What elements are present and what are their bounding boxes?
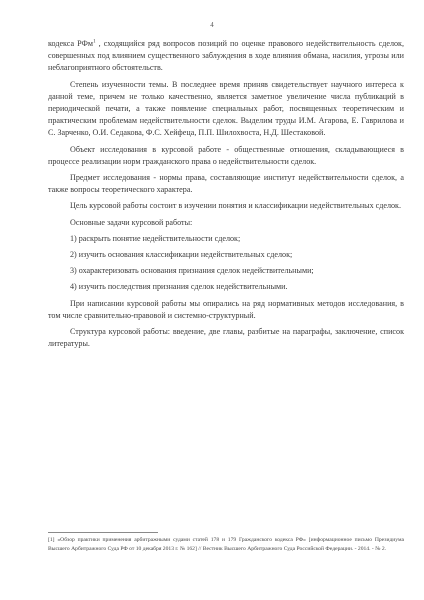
paragraph: Структура курсовой работы: введение, две главы, разбитые на параграфы, заключение, список литературы.: [48, 327, 404, 349]
footnote-divider: [48, 532, 158, 533]
paragraph: Объект исследования в курсовой работе - общественные отношения, складывающиеся в процессе реализации норм гражданского права о недействительности сделок.: [48, 144, 404, 166]
footnote-marker[interactable]: 1: [93, 39, 96, 45]
footnote: [48, 536, 404, 553]
list-item: 1) раскрыть понятие недействительности сделок;: [70, 233, 241, 243]
paragraph: кодекса РФм$^1$ , сходящийся ряд вопросов позиций по оценке правового недействительность сделок, совершенных под влиянием существенного заблуждения в ходе влияния обмана, насилия, угрозы или неблагоприятного обстоятельств.: [48, 39, 404, 73]
paragraph: Основные задачи курсовой работы:: [70, 217, 193, 227]
list-item: 2) изучить основания классификации недействительных сделок;: [70, 250, 293, 260]
paragraph: При написании курсовой работы мы опирались на ряд нормативных методов исследования, в том числе сравнительно-правовой и системно-структурный.: [48, 298, 404, 320]
paragraph: Предмет исследования - нормы права, составляющие институт недействительности сделок, а также вопросы теоретического характера.: [48, 173, 404, 195]
body-text: [48, 38, 404, 354]
paragraph: Цель курсовой работы состоит в изучении понятия и классификации недействительных сделок.: [70, 201, 402, 211]
footnote-text: [1] «Обзор практики применения арбитражными судами статей 178 и 179 Гражданского кодекса РФ» [информационное письмо Президиума Высшего Арбитражного Суда РФ от 10 декабря 2013 г. № 162] // Вестник Высшего Арбитражного Суда Российской Федерации. - 2014. - № 2.: [48, 537, 404, 552]
paragraph: Степень изученности темы. В последнее время приняв свидетельствует научного интереса к данной теме, причем не только качественно, является заметное увеличение числа публикаций в периодической печати, а также появление специальных работ, посвященных теоретическим и практическим проблемам недействительности сделок. Выделим труды И.М. Агарова, Е. Гаврилова и С. Зарченко, О.И. Седакова, Ф.С. Хейфеца, П.П. Шилохвоста, Н.Д. Шестаковой.: [48, 79, 404, 138]
list-item: 4) изучить последствия признания сделок недействительными.: [70, 282, 288, 292]
page-number: 4: [210, 21, 214, 29]
list-item: 3) охарактеризовать основания признания сделок недействительными;: [70, 266, 314, 276]
